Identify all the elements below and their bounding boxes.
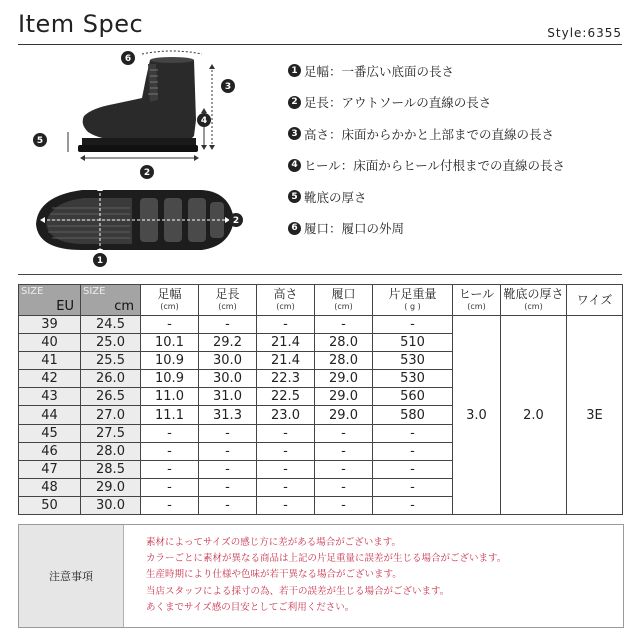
cm-size-cell: 24.5: [81, 316, 141, 334]
legend-item: [288, 55, 628, 87]
notes-box: [18, 524, 624, 628]
foot-length-cell: -: [199, 478, 257, 496]
col-header-foot-length: 足長 (cm): [199, 285, 257, 316]
eu-size-cell: 39: [19, 316, 81, 334]
foot-width-cell: 10.9: [141, 370, 199, 388]
opening-cell: 29.0: [315, 370, 373, 388]
cm-size-cell: 26.5: [81, 388, 141, 406]
table-header-row: [19, 285, 623, 316]
col-header-foot-width: 足幅 (cm): [141, 285, 199, 316]
foot-length-cell: 30.0: [199, 370, 257, 388]
opening-cell: 28.0: [315, 352, 373, 370]
legend-text: 履口：履口の外周: [304, 221, 405, 237]
height-cell: -: [257, 460, 315, 478]
weight-cell: 530: [373, 370, 453, 388]
foot-length-cell: -: [199, 424, 257, 442]
foot-length-cell: -: [199, 496, 257, 514]
foot-width-cell: -: [141, 460, 199, 478]
cm-size-cell: 27.0: [81, 406, 141, 424]
size-spec-table: [18, 284, 623, 515]
table-row: [19, 316, 623, 334]
notes-label: 注意事項: [19, 525, 124, 627]
notes-body: [124, 525, 623, 627]
note-line: あくまでサイズ感の目安としてご利用ください。: [146, 601, 355, 613]
weight-cell: 560: [373, 388, 453, 406]
eu-size-cell: 40: [19, 334, 81, 352]
height-cell: 21.4: [257, 334, 315, 352]
cm-size-cell: 27.5: [81, 424, 141, 442]
note-line: カラーごとに素材が異なる商品は上記の片足重量に誤差が生じる場合がございます。: [146, 553, 507, 565]
legend-number-badge: 5: [288, 190, 301, 203]
width-fit-value-cell: 3E: [567, 316, 623, 515]
style-code: Style:6355: [547, 26, 622, 40]
opening-cell: 28.0: [315, 334, 373, 352]
eu-size-cell: 41: [19, 352, 81, 370]
opening-cell: -: [315, 460, 373, 478]
legend-item: [288, 87, 628, 119]
legend-item: [288, 150, 628, 182]
note-line: 素材によってサイズの感じ方に差がある場合がございます。: [146, 537, 401, 548]
foot-width-cell: -: [141, 316, 199, 334]
cm-size-cell: 28.0: [81, 442, 141, 460]
boot-illustration: [22, 48, 280, 270]
opening-cell: -: [315, 442, 373, 460]
legend-item: [288, 181, 628, 213]
boot-side-view: [78, 57, 198, 152]
height-cell: -: [257, 424, 315, 442]
title-divider: [18, 44, 622, 45]
marker-3: 3: [224, 82, 232, 92]
eu-size-cell: 46: [19, 442, 81, 460]
cm-size-cell: 25.0: [81, 334, 141, 352]
col-header-heel: ヒール (cm): [453, 285, 501, 316]
foot-length-cell: 31.3: [199, 406, 257, 424]
marker-2-sole: 2: [232, 216, 240, 226]
foot-width-cell: 11.0: [141, 388, 199, 406]
legend-number-badge: 3: [288, 127, 301, 140]
legend-number-badge: 6: [288, 222, 301, 235]
eu-size-cell: 43: [19, 388, 81, 406]
weight-cell: 580: [373, 406, 453, 424]
eu-size-cell: 50: [19, 496, 81, 514]
weight-cell: 510: [373, 334, 453, 352]
weight-cell: 530: [373, 352, 453, 370]
weight-cell: -: [373, 424, 453, 442]
col-header-sole-thickness: 靴底の厚さ (cm): [501, 285, 567, 316]
measurement-legend: [288, 55, 628, 244]
col-header-height: 高さ (cm): [257, 285, 315, 316]
col-header-opening: 履口 (cm): [315, 285, 373, 316]
foot-length-cell: 31.0: [199, 388, 257, 406]
legend-item: [288, 213, 628, 245]
opening-cell: 29.0: [315, 406, 373, 424]
foot-length-cell: -: [199, 442, 257, 460]
marker-1: 1: [96, 256, 104, 266]
heel-value-cell: 3.0: [453, 316, 501, 515]
sole-thickness-value-cell: 2.0: [501, 316, 567, 515]
foot-width-cell: -: [141, 442, 199, 460]
opening-cell: -: [315, 316, 373, 334]
height-cell: 23.0: [257, 406, 315, 424]
opening-cell: 29.0: [315, 388, 373, 406]
foot-length-cell: -: [199, 316, 257, 334]
eu-size-cell: 47: [19, 460, 81, 478]
legend-text: 靴底の厚さ: [304, 189, 367, 205]
foot-width-cell: -: [141, 478, 199, 496]
legend-text: 高さ：床面からかかと上部までの直線の長さ: [304, 126, 555, 142]
page-title: Item Spec: [18, 10, 144, 38]
legend-number-badge: 1: [288, 64, 301, 77]
legend-item: [288, 118, 628, 150]
foot-width-cell: -: [141, 424, 199, 442]
foot-width-cell: 10.1: [141, 334, 199, 352]
height-cell: -: [257, 316, 315, 334]
legend-text: 足幅：一番広い底面の長さ: [304, 63, 455, 79]
weight-cell: -: [373, 478, 453, 496]
legend-text: ヒール：床面からヒール付根までの直線の長さ: [304, 158, 566, 174]
eu-size-header: SIZE EU: [19, 285, 81, 316]
legend-number-badge: 4: [288, 159, 301, 172]
eu-size-cell: 42: [19, 370, 81, 388]
note-line: 当店スタッフによる採寸の為、若干の誤差が生じる場合がございます。: [146, 585, 450, 597]
eu-size-cell: 45: [19, 424, 81, 442]
foot-width-cell: 11.1: [141, 406, 199, 424]
cm-size-cell: 25.5: [81, 352, 141, 370]
eu-size-cell: 48: [19, 478, 81, 496]
foot-width-cell: -: [141, 496, 199, 514]
opening-cell: -: [315, 496, 373, 514]
weight-cell: -: [373, 442, 453, 460]
cm-size-header: SIZE cm: [81, 285, 141, 316]
boot-diagram: [22, 48, 280, 270]
weight-cell: -: [373, 496, 453, 514]
eu-size-cell: 44: [19, 406, 81, 424]
opening-cell: -: [315, 478, 373, 496]
cm-size-cell: 29.0: [81, 478, 141, 496]
legend-text: 足長：アウトソールの直線の長さ: [304, 95, 492, 111]
height-cell: -: [257, 442, 315, 460]
col-header-weight: 片足重量 ( g ): [373, 285, 453, 316]
cm-size-cell: 26.0: [81, 370, 141, 388]
foot-width-cell: 10.9: [141, 352, 199, 370]
foot-length-cell: 29.2: [199, 334, 257, 352]
height-cell: 22.3: [257, 370, 315, 388]
marker-2-side: 2: [143, 168, 151, 178]
foot-length-cell: 30.0: [199, 352, 257, 370]
note-line: 生産時期により仕様や色味が若干異なる場合がございます。: [146, 569, 402, 581]
height-cell: 22.5: [257, 388, 315, 406]
col-header-width-fit: ワイズ: [567, 285, 623, 316]
height-cell: 21.4: [257, 352, 315, 370]
weight-cell: -: [373, 316, 453, 334]
legend-number-badge: 2: [288, 96, 301, 109]
marker-4: 4: [200, 116, 208, 126]
height-cell: -: [257, 478, 315, 496]
section-divider: [18, 274, 622, 275]
cm-size-cell: 28.5: [81, 460, 141, 478]
marker-6: 6: [124, 54, 132, 64]
cm-size-cell: 30.0: [81, 496, 141, 514]
weight-cell: -: [373, 460, 453, 478]
marker-5: 5: [36, 136, 44, 146]
height-cell: -: [257, 496, 315, 514]
foot-length-cell: -: [199, 460, 257, 478]
opening-cell: -: [315, 424, 373, 442]
